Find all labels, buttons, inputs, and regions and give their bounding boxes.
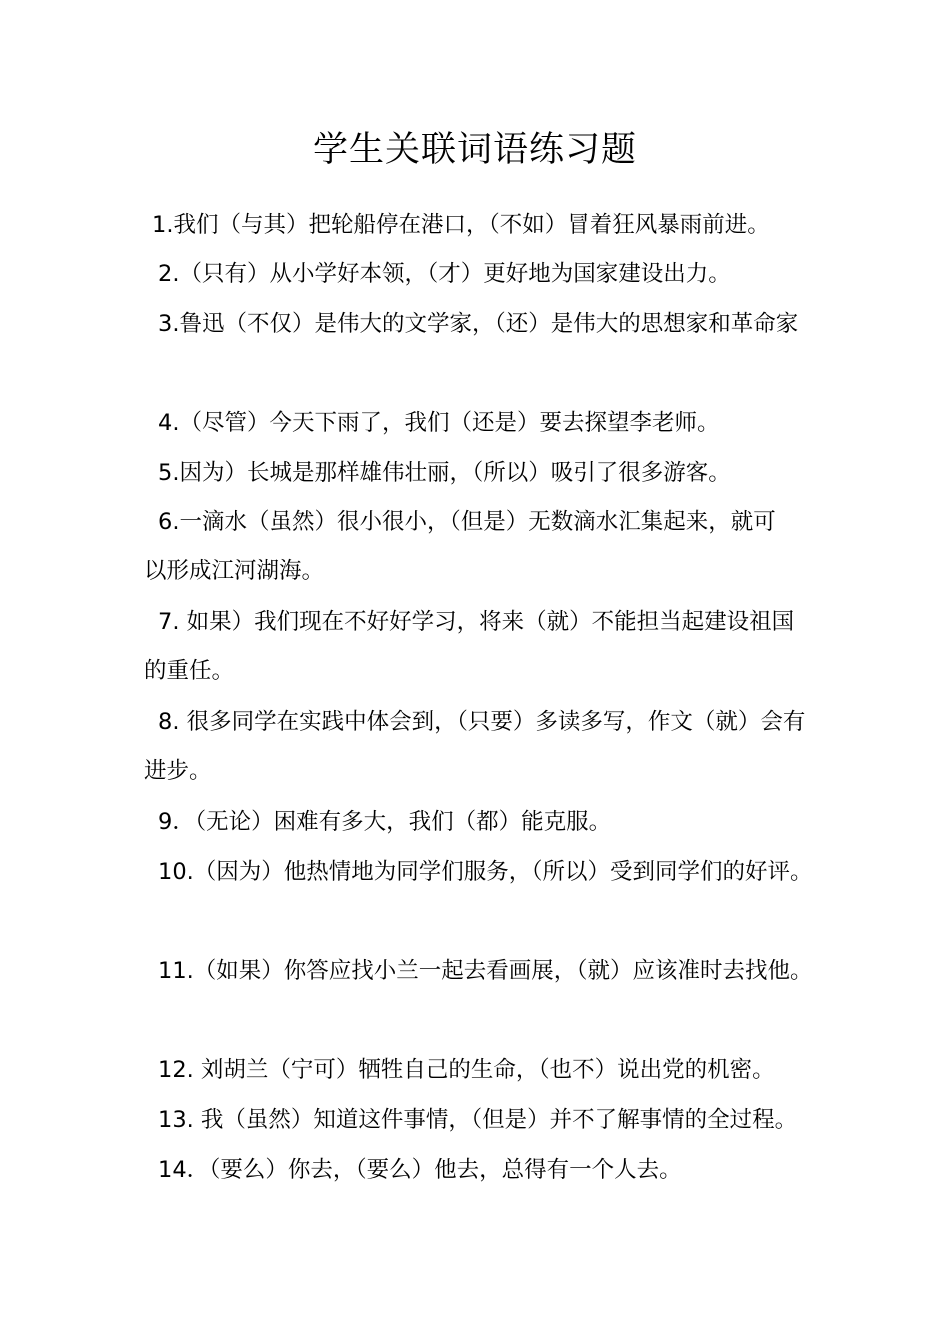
- exercise-item-8: [144, 698, 834, 796]
- exercise-item-11: [144, 947, 834, 996]
- exercise-line: 8. 很多同学在实践中体会到，（只要）多读多写，作文（就）会有: [158, 709, 806, 735]
- exercise-line: 7. 如果）我们现在不好好学习，将来（就）不能担当起建设祖国: [158, 609, 795, 635]
- exercise-item-6: [144, 498, 834, 596]
- exercise-line: 3.鲁迅（不仅）是伟大的文学家，（还）是伟大的思想家和革命家: [158, 311, 799, 337]
- exercise-line: 13. 我（虽然）知道这件事情，（但是）并不了解事情的全过程。: [158, 1107, 798, 1133]
- exercise-line: 12. 刘胡兰（宁可）牺牲自己的生命，（也不）说出党的机密。: [158, 1057, 775, 1083]
- exercise-line: 2.（只有）从小学好本领，（才）更好地为国家建设出力。: [158, 261, 731, 287]
- exercise-item-3: [144, 300, 834, 349]
- exercise-item-9: [144, 798, 834, 847]
- exercise-item-10: [144, 848, 834, 897]
- exercise-item-12: [144, 1046, 834, 1095]
- exercise-line: 6.一滴水（虽然）很小很小，（但是）无数滴水汇集起来，就可: [158, 509, 776, 535]
- page-title: 学生关联词语练习题: [312, 130, 637, 170]
- exercise-item-2: [144, 250, 834, 299]
- exercise-line-continued: 进步。: [144, 758, 212, 784]
- exercise-line-continued: 的重任。: [144, 658, 235, 684]
- exercise-item-14: [144, 1146, 834, 1195]
- exercise-line: 10.（因为）他热情地为同学们服务，（所以）受到同学们的好评。: [158, 859, 813, 885]
- exercise-line: 11.（如果）你答应找小兰一起去看画展，（就）应该准时去找他。: [158, 958, 813, 984]
- exercise-line-continued: 以形成江河湖海。: [144, 558, 325, 584]
- exercise-item-7: [144, 598, 834, 696]
- exercise-line: 9．（无论）困难有多大，我们（都）能克服。: [158, 809, 612, 835]
- exercise-line: 1.我们（与其）把轮船停在港口，（不如）冒着狂风暴雨前进。: [152, 212, 770, 238]
- exercise-line: 4.（尽管）今天下雨了，我们（还是）要去探望李老师。: [158, 410, 720, 436]
- exercise-line: 5.因为）长城是那样雄伟壮丽，（所以）吸引了很多游客。: [158, 460, 731, 486]
- exercise-item-4: [144, 399, 834, 448]
- exercise-line: 14．（要么）你去，（要么）他去，总得有一个人去。: [158, 1157, 682, 1183]
- exercise-item-13: [144, 1096, 834, 1145]
- exercise-item-1: [144, 201, 834, 250]
- exercise-item-5: [144, 449, 834, 498]
